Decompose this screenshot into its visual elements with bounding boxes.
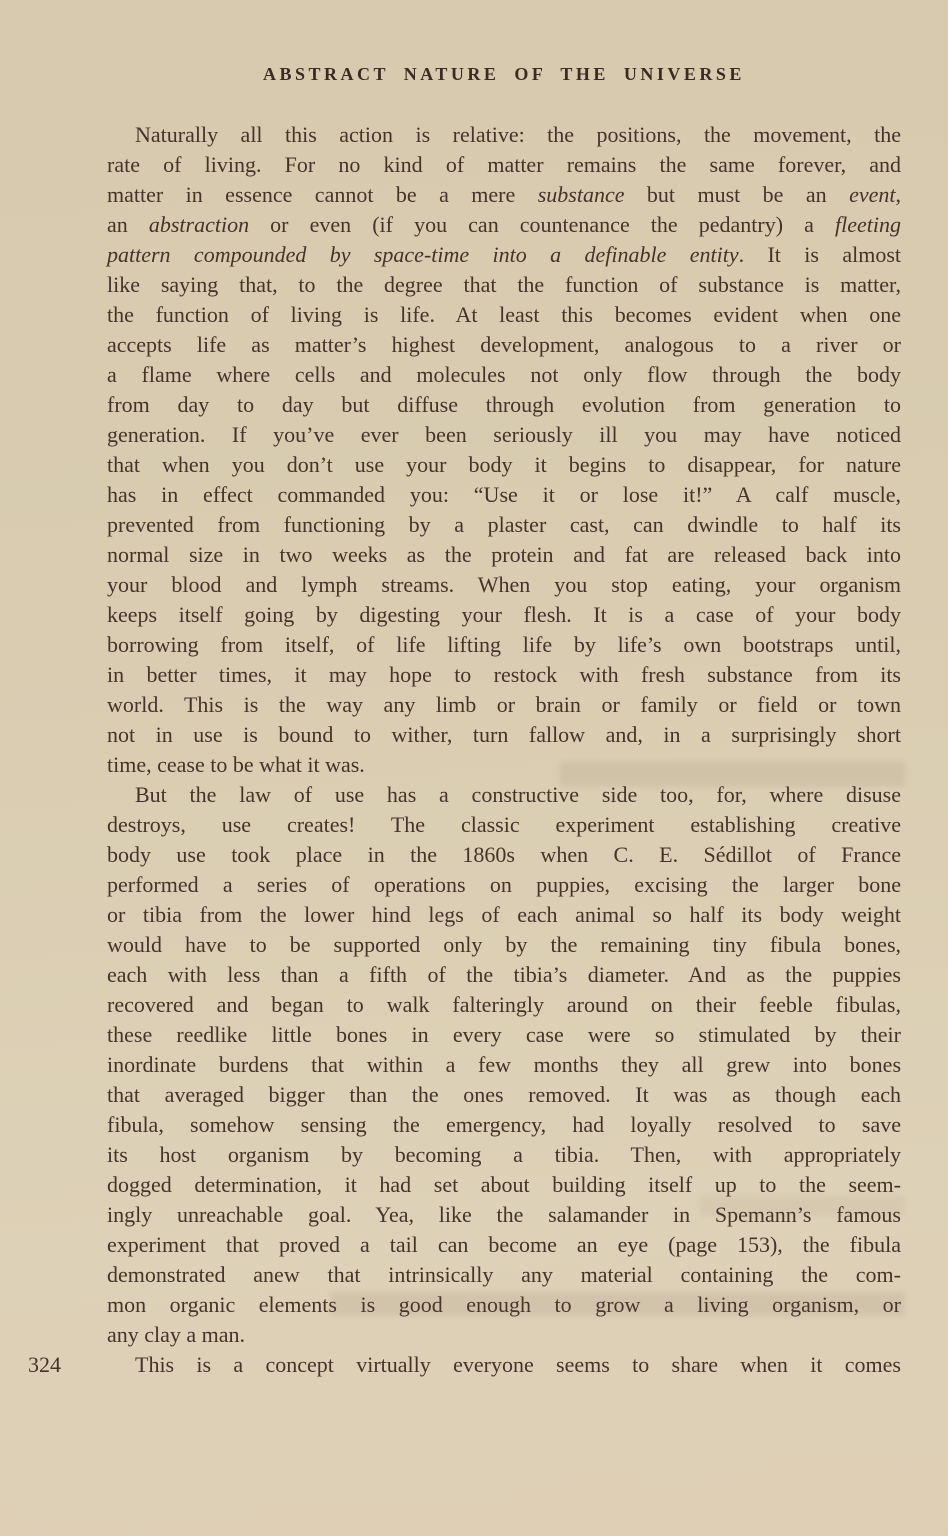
text-line: inordinate burdens that within a few months they all grew into bones <box>107 1052 901 1077</box>
text-line: keeps itself going by digesting your flesh. It is a case of your body <box>107 602 901 627</box>
text-line: not in use is bound to wither, turn fallow and, in a surprisingly short <box>107 722 901 747</box>
text-block <box>107 120 901 1380</box>
text-line: each with less than a fifth of the tibia’s diameter. And as the puppies <box>107 962 901 987</box>
running-head: ABSTRACT NATURE OF THE UNIVERSE <box>263 64 745 84</box>
text-line: that when you don’t use your body it begins to disappear, for nature <box>107 452 901 477</box>
text-line: time, cease to be what it was. <box>107 752 365 777</box>
text-line: demonstrated anew that intrinsically any material containing the com- <box>107 1262 901 1287</box>
text-line: accepts life as matter’s highest development, analogous to a river or <box>107 332 901 357</box>
text-line: ingly unreachable goal. Yea, like the salamander in Spemann’s famous <box>107 1202 901 1227</box>
text-line: fibula, somehow sensing the emergency, had loyally resolved to save <box>107 1112 901 1137</box>
text-line: borrowing from itself, of life lifting life by life’s own bootstraps until, <box>107 632 901 657</box>
text-line: the function of living is life. At least this becomes evident when one <box>107 302 901 327</box>
text-line: your blood and lymph streams. When you stop eating, your organism <box>107 572 901 597</box>
page-number: 324 <box>28 1352 61 1377</box>
text-line: rate of living. For no kind of matter remains the same forever, and <box>107 152 901 177</box>
text-line: prevented from functioning by a plaster cast, can dwindle to half its <box>107 512 901 537</box>
text-line: from day to day but diffuse through evolution from generation to <box>107 392 901 417</box>
text-line: matter in essence cannot be a mere substance but must be an event, <box>107 182 901 207</box>
text-line: would have to be supported only by the remaining tiny fibula bones, <box>107 932 901 957</box>
text-line: But the law of use has a constructive side too, for, where disuse <box>135 782 901 807</box>
text-line: dogged determination, it had set about building itself up to the seem- <box>107 1172 901 1197</box>
text-line: any clay a man. <box>107 1322 246 1347</box>
paragraph <box>107 780 901 1350</box>
text-line: these reedlike little bones in every case were so stimulated by their <box>107 1022 901 1047</box>
text-line: or tibia from the lower hind legs of each animal so half its body weight <box>107 902 901 927</box>
text-line: mon organic elements is good enough to grow a living organism, or <box>107 1292 901 1317</box>
text-line: its host organism by becoming a tibia. Then, with appropriately <box>107 1142 901 1167</box>
text-line: that averaged bigger than the ones removed. It was as though each <box>107 1082 901 1107</box>
text-line: destroys, use creates! The classic experiment establishing creative <box>107 812 901 837</box>
text-line: has in effect commanded you: “Use it or lose it!” A calf muscle, <box>107 482 901 507</box>
text-line: an abstraction or even (if you can countenance the pedantry) a fleeting <box>107 212 901 237</box>
text-line: This is a concept virtually everyone seems to share when it comes <box>135 1352 901 1377</box>
text-line: Naturally all this action is relative: the positions, the movement, the <box>135 122 901 147</box>
text-line: in better times, it may hope to restock with fresh substance from its <box>107 662 901 687</box>
text-line: performed a series of operations on puppies, excising the larger bone <box>107 872 901 897</box>
text-line: recovered and began to walk falteringly around on their feeble fibulas, <box>107 992 901 1017</box>
text-line: pattern compounded by space-time into a definable entity. It is almost <box>107 242 902 267</box>
text-line: body use took place in the 1860s when C. E. Sédillot of France <box>107 842 901 867</box>
text-line: a flame where cells and molecules not only flow through the body <box>107 362 901 387</box>
paragraph <box>107 120 901 780</box>
text-line: world. This is the way any limb or brain or family or field or town <box>107 692 901 717</box>
text-line: normal size in two weeks as the protein and fat are released back into <box>107 542 901 567</box>
text-line: generation. If you’ve ever been seriously ill you may have noticed <box>107 422 901 447</box>
paragraph <box>107 1350 901 1380</box>
text-line: experiment that proved a tail can become an eye (page 153), the fibula <box>107 1232 901 1257</box>
text-line: like saying that, to the degree that the function of substance is matter, <box>107 272 901 297</box>
